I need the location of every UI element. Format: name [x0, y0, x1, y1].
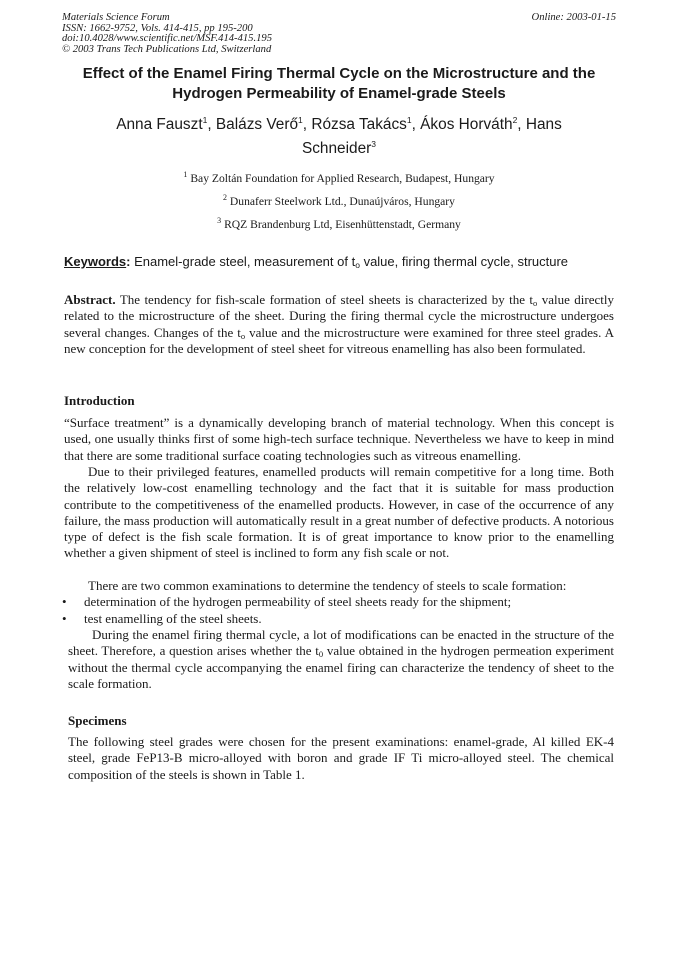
affiliation-text: Dunaferr Steelwork Ltd., Dunaújváros, Hungary — [229, 195, 455, 208]
journal-name: Materials Science Forum — [62, 12, 170, 23]
author-name: Hans Schneider — [301, 116, 562, 157]
author-affiliation-mark: 1 — [202, 115, 208, 125]
paragraph-text: During the enamel firing thermal cycle, a lot of modifications can be enacted in the structure of the sheet. Therefore, a question arises whether the t — [68, 627, 614, 659]
abstract-text: The tendency for fish-scale formation of steel sheets is characterized by the t — [115, 292, 534, 307]
affiliation-number: 1 — [183, 170, 188, 179]
specimens-paragraph: The following steel grades were chosen for the present examinations: enamel-grade, Al killed EK-4 steel, grade FeP13-B micro-alloyed with boron and grade IF Ti micro-alloyed steel. The chemical composition of the steels is shown in Table 1. — [68, 734, 614, 782]
introduction-paragraph-1: “Surface treatment” is a dynamically developing branch of material technology. When this concept is used, one usually thinks first of some high-tech surface technique. Nevertheless we have to keep in mind that there are some traditional surface coating technologies such as vitreous enamelling. — [64, 415, 614, 463]
keywords-text: Enamel-grade steel, measurement of t — [130, 254, 356, 269]
author-affiliation-mark: 3 — [371, 139, 377, 149]
bullet-text: test enamelling of the steel sheets. — [84, 611, 262, 626]
abstract-paragraph — [64, 292, 614, 357]
introduction-paragraph-4 — [68, 627, 614, 692]
keywords-subscript: o — [355, 260, 360, 270]
issn-line: ISSN: 1662-9752, Vols. 414-415, pp 195-200 — [62, 22, 253, 34]
affiliation-1 — [60, 172, 618, 185]
paragraph-subscript: 0 — [318, 649, 324, 660]
bullet-text: determination of the hydrogen permeability of steel sheets ready for the shipment; — [84, 594, 512, 609]
affiliation-3 — [60, 218, 618, 231]
bullet-marker: • — [62, 594, 67, 609]
affiliation-number: 3 — [217, 216, 222, 225]
abstract-text: value and the microstructure were examined for three steel grades. A new conception for the development of steel sheet for vitreous enamelling has also been formulated. — [64, 324, 614, 356]
author-list — [80, 113, 598, 161]
abstract-subscript: o — [240, 330, 246, 341]
affiliation-number: 2 — [223, 193, 228, 202]
bullet-item — [62, 594, 511, 610]
copyright-line: © 2003 Trans Tech Publications Ltd, Switzerland — [62, 43, 272, 55]
title-line-2: Hydrogen Permeability of Enamel-grade Steels — [172, 85, 506, 102]
keywords-line — [64, 253, 624, 271]
keywords-text-end: value, firing thermal cycle, structure — [359, 254, 569, 269]
affiliation-text: RQZ Brandenburg Ltd, Eisenhüttenstadt, Germany — [224, 218, 461, 231]
author-name: Anna Fauszt — [116, 116, 203, 133]
keywords-colon: : — [126, 254, 131, 269]
bullet-marker: • — [62, 611, 67, 626]
author-name: Balázs Verő — [215, 116, 299, 133]
bullet-item — [62, 611, 262, 627]
abstract-label: Abstract. — [64, 292, 116, 307]
section-heading-specimens: Specimens — [68, 713, 127, 728]
introduction-paragraph-2: Due to their privileged features, enamelled products will remain competitive for a long time. Both the relatively low-cost enamelling technology and the fact that it is suitable for mass production contribute to the competitiveness of the enamelled products. However, in case of the occurrence of any failure, the mass production will automatically result in a great number of defective products. A notorious type of defect is the fish scale formation. It is of great importance to know prior to the enamelling whether a given shipment of steel is inclined to form any fish scale or not. — [64, 464, 614, 561]
author-separator: , — [517, 116, 526, 133]
journal-header — [62, 13, 616, 55]
title-line-1: Effect of the Enamel Firing Thermal Cycle on the Microstructure and the — [82, 65, 596, 82]
affiliation-text: Bay Zoltán Foundation for Applied Research, Budapest, Hungary — [190, 172, 495, 185]
keywords-label: Keywords — [64, 254, 127, 269]
section-heading-introduction: Introduction — [64, 393, 135, 408]
paper-title — [40, 64, 638, 104]
online-date: Online: 2003-01-15 — [531, 12, 616, 23]
doi-line: doi:10.4028/www.scientific.net/MSF.414-415.195 — [62, 33, 272, 44]
introduction-paragraph-3: There are two common examinations to determine the tendency of steels to scale formation: — [88, 578, 567, 593]
author-name: Ákos Horváth — [420, 116, 513, 133]
author-separator: , — [302, 116, 312, 133]
author-separator: , — [411, 116, 421, 133]
abstract-subscript: o — [533, 298, 538, 308]
author-affiliation-mark: 1 — [406, 115, 412, 125]
affiliation-2 — [60, 195, 618, 208]
paragraph-text-end: value obtained in the hydrogen permeation experiment without the thermal cycle accompanying the enamel firing can characterize the tendency of sheet to the scale formation. — [68, 643, 614, 691]
author-name: Rózsa Takács — [311, 116, 407, 133]
abstract-text: value directly related to the microstructure of the sheet. During the firing thermal cycle the microstructure undergoes several changes. Changes of the t — [64, 292, 614, 340]
author-affiliation-mark: 2 — [512, 115, 518, 125]
author-affiliation-mark: 1 — [298, 115, 303, 125]
author-separator: , — [207, 116, 216, 133]
